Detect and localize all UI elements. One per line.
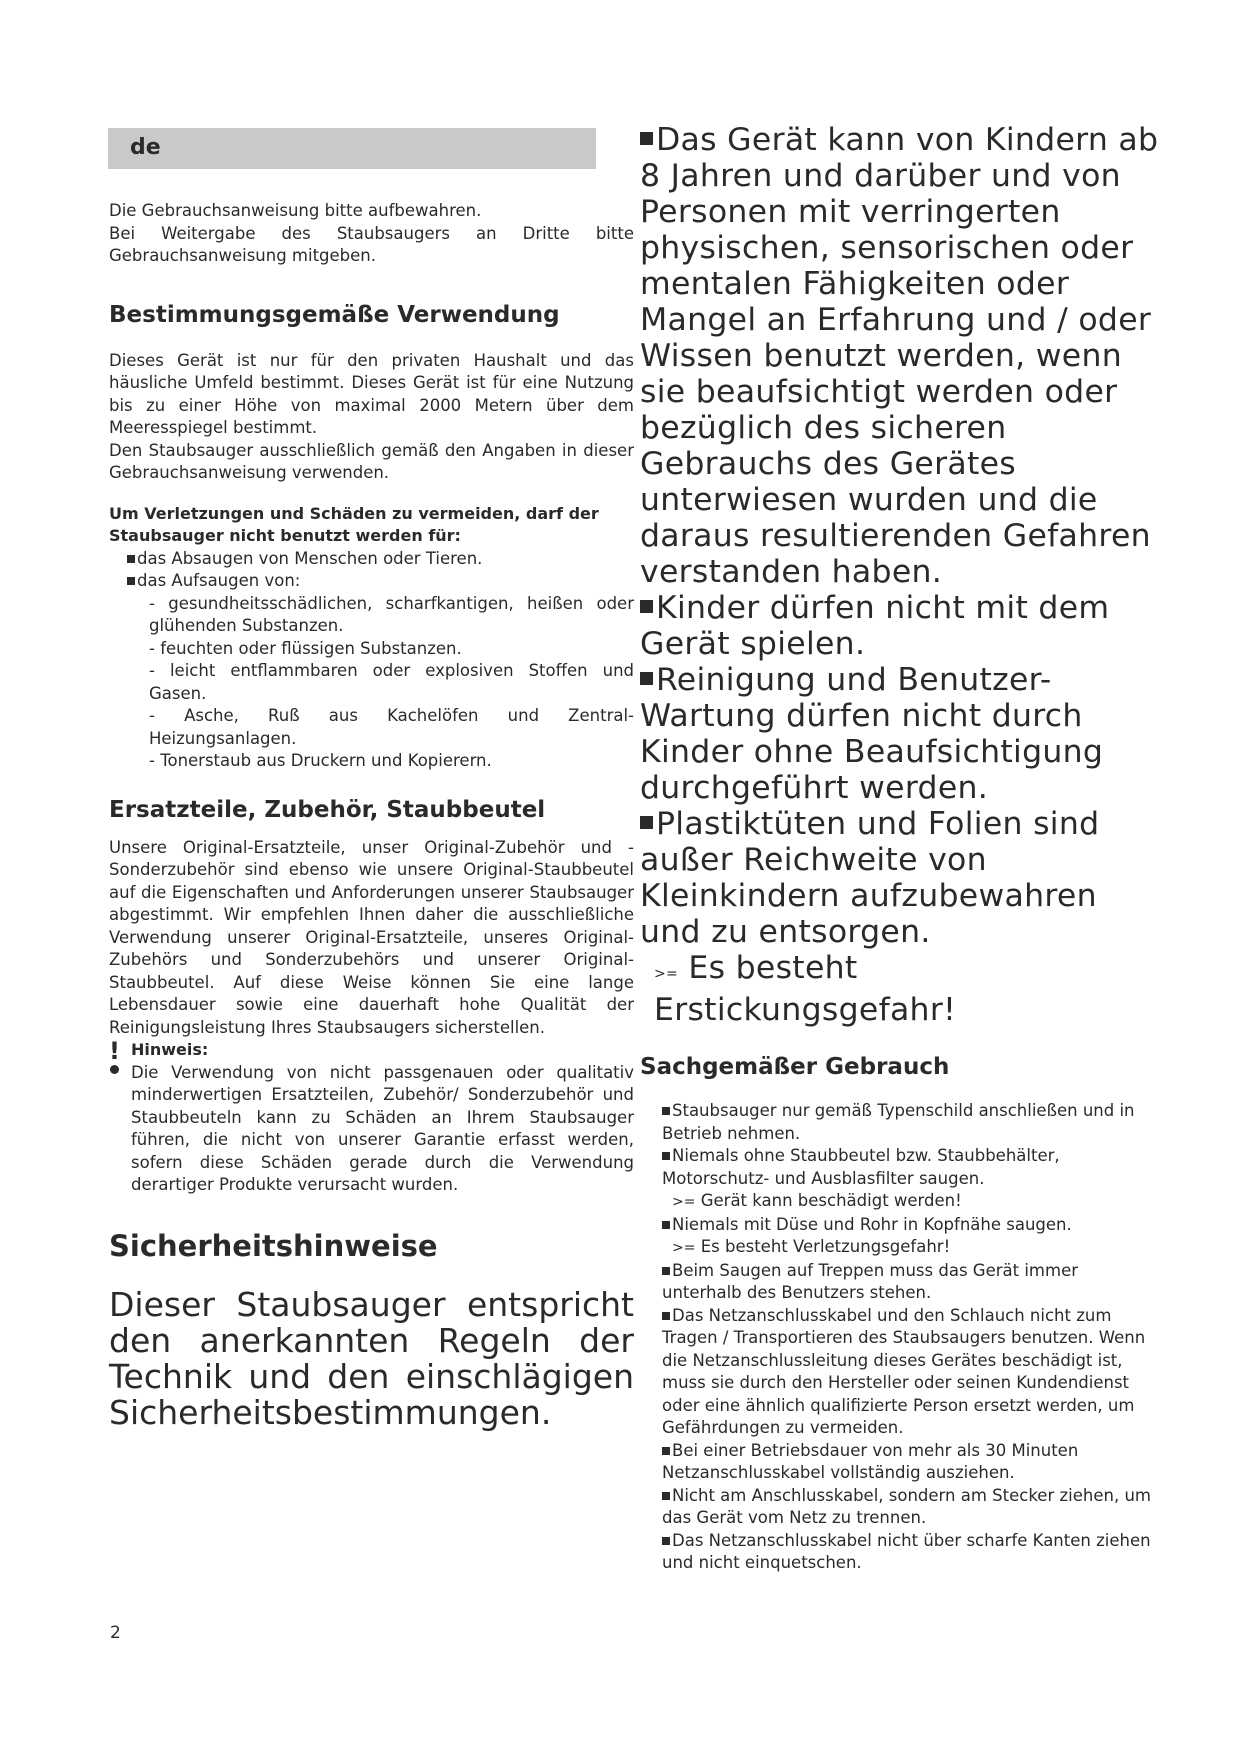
note-line: >= Gerät kann beschädigt werden! [672, 1191, 962, 1210]
usage-text-1: Dieses Gerät ist nur für den privaten Haushalt und das häusliche Umfeld bestimmt. Dieses Gerät ist für eine Nutzung bis zu einer Höhe von maximal 2000 Metern über dem Meeresspiegel bestimmt. [109, 350, 634, 437]
list-item: das Aufsaugen von: [109, 570, 634, 593]
hint-text: Die Verwendung von nicht passgenauen oder qualitativ minderwertigen Ersatzteilen, Zubehör/ Sonderzubehör und Staubbeuteln kann zu Schäden an Ihrem Staubsauger führen, die nicht von unserer Garantie erfasst werden, sofern diese Schäden gerade durch die Verwendung derartiger Produkte verursacht wurden. [131, 1062, 634, 1194]
safety-big-text: Dieser Staubsauger entspricht den anerkannten Regeln der Technik und den einschlägigen Sicherheitsbestimmungen. [109, 1284, 634, 1432]
list-item: Beim Saugen auf Treppen muss das Gerät immer unterhalb des Benutzers stehen. [662, 1260, 1078, 1302]
bullet-square-icon [662, 1447, 670, 1455]
big-safety-item: Reinigung und Benutzer-Wartung dürfen nicht durch Kinder ohne Beaufsichtigung durchgeführt werden. [640, 662, 1104, 806]
list-item: Niemals ohne Staubbeutel bzw. Staubbehälter, Motorschutz- und Ausblasfilter saugen. [662, 1146, 1060, 1188]
right-column [640, 122, 1160, 1575]
bullet-square-icon [662, 1152, 670, 1160]
bullet-square-icon [662, 1221, 670, 1229]
bullet-square-icon [640, 672, 653, 685]
bullet-square-icon [662, 1537, 670, 1545]
bullet-square-icon [662, 1312, 670, 1320]
bullet-square-icon [127, 555, 135, 563]
section-title-usage: Bestimmungsgemäße Verwendung [109, 301, 560, 328]
sub-item: - Asche, Ruß aus Kachelöfen und Zentral-Heizungsanlagen. [149, 706, 634, 748]
list-item: Bei einer Betriebsdauer von mehr als 30 Minuten Netzanschlusskabel vollständig ausziehen. [662, 1440, 1079, 1482]
arrow-icon: >= [672, 1194, 696, 1210]
bullet-square-icon [640, 600, 653, 613]
hint-label: Hinweis: [131, 1040, 209, 1059]
intro-line-2: Bei Weitergabe des Staubsaugers an Dritte bitte Gebrauchsanweisung mitgeben. [109, 223, 634, 265]
big-safety-item: Das Gerät kann von Kindern ab 8 Jahren und darüber und von Personen mit verringerten physischen, sensorischen oder mentalen Fähigkeiten oder Mangel an Erfahrung und / oder Wissen benutzt werden, wenn sie beaufsichtigt werden oder bezüglich des sicheren Gebrauchs des Gerätes unterwiesen wurden und die daraus resultierenden Gefahren verstanden haben. [640, 122, 1159, 590]
big-arrow-note: >= Es besteht Erstickungsgefahr! [654, 950, 957, 1028]
left-column [109, 200, 634, 1431]
bullet-square-icon [662, 1107, 670, 1115]
sub-item: - leicht entflammbaren oder explosiven Stoffen und Gasen. [149, 661, 634, 703]
usage-text-2: Den Staubsauger ausschließlich gemäß den Angaben in dieser Gebrauchsanweisung verwenden. [109, 440, 634, 482]
list-item: Das Netzanschlusskabel nicht über scharfe Kanten ziehen und nicht einquetschen. [662, 1530, 1151, 1572]
bullet-square-icon [640, 132, 653, 145]
section-title-proper-use: Sachgemäßer Gebrauch [640, 1054, 950, 1080]
list-item: Staubsauger nur gemäß Typenschild anschließen und in Betrieb nehmen. [662, 1101, 1135, 1143]
list-item: Das Netzanschlusskabel und den Schlauch nicht zum Tragen / Transportieren des Staubsaugers benutzen. Wenn die Netzanschlussleitung dieses Gerätes beschädigt ist, muss sie durch den Hersteller oder seinen Kundendienst oder eine ähnlich qualifizierte Person ersetzt werden, um Gefährdungen zu vermeiden. [662, 1305, 1146, 1437]
section-title-safety: Sicherheitshinweise [109, 1228, 438, 1263]
exclamation-icon: ! [109, 1037, 120, 1065]
sub-item: - Tonerstaub aus Druckern und Kopierern. [149, 751, 492, 770]
dot-icon [110, 1065, 119, 1074]
arrow-icon: >= [672, 1240, 696, 1256]
language-code: de [130, 135, 161, 160]
intro-line-1: Die Gebrauchsanweisung bitte aufbewahren. [109, 201, 482, 220]
arrow-icon: >= [654, 966, 679, 982]
sub-item: - feuchten oder flüssigen Substanzen. [149, 638, 462, 658]
section-title-parts: Ersatzteile, Zubehör, Staubbeutel [109, 796, 546, 823]
note-line: >= Es besteht Verletzungsgefahr! [672, 1237, 951, 1256]
bullet-square-icon [662, 1492, 670, 1500]
list-item: Niemals mit Düse und Rohr in Kopfnähe saugen. [662, 1214, 1152, 1237]
bullet-square-icon [640, 816, 653, 829]
warning-bold: Um Verletzungen und Schäden zu vermeiden, darf der Staubsauger nicht benutzt werden für: [109, 503, 599, 545]
proper-use-list [640, 1100, 1152, 1575]
bullet-square-icon [662, 1267, 670, 1275]
parts-text: Unsere Original-Ersatzteile, unser Original-Zubehör und -Sonderzubehör sind ebenso wie unsere Original-Staubbeutel auf die Eigenschaften und Anforderungen unserer Staubsauger abgestimmt. Wir empfehlen Ihnen daher die ausschließliche Verwendung unserer Original-Ersatzteile, unseres Original-Zubehörs und Sonderzubehörs und unserer Original-Staubbeutel. Auf diese Weise können Sie eine lange Lebensdauer sowie eine dauerhaft hohe Qualität der Reinigungsleistung Ihres Staubsaugers sicherstellen. [109, 837, 634, 1037]
big-safety-item: Plastiktüten und Folien sind außer Reichweite von Kleinkindern aufzubewahren und zu entsorgen. [640, 806, 1100, 950]
list-item: das Absaugen von Menschen oder Tieren. [109, 548, 634, 571]
hint-block [109, 1039, 634, 1197]
page-number: 2 [110, 1623, 121, 1643]
language-bar [108, 128, 596, 169]
list-item: Nicht am Anschlusskabel, sondern am Stecker ziehen, um das Gerät vom Netz zu trennen. [662, 1485, 1151, 1527]
bullet-square-icon [127, 577, 135, 585]
sub-item: - gesundheitsschädlichen, scharfkantigen, heißen oder glühenden Substanzen. [149, 593, 634, 635]
big-safety-item: Kinder dürfen nicht mit dem Gerät spielen. [640, 590, 1110, 662]
